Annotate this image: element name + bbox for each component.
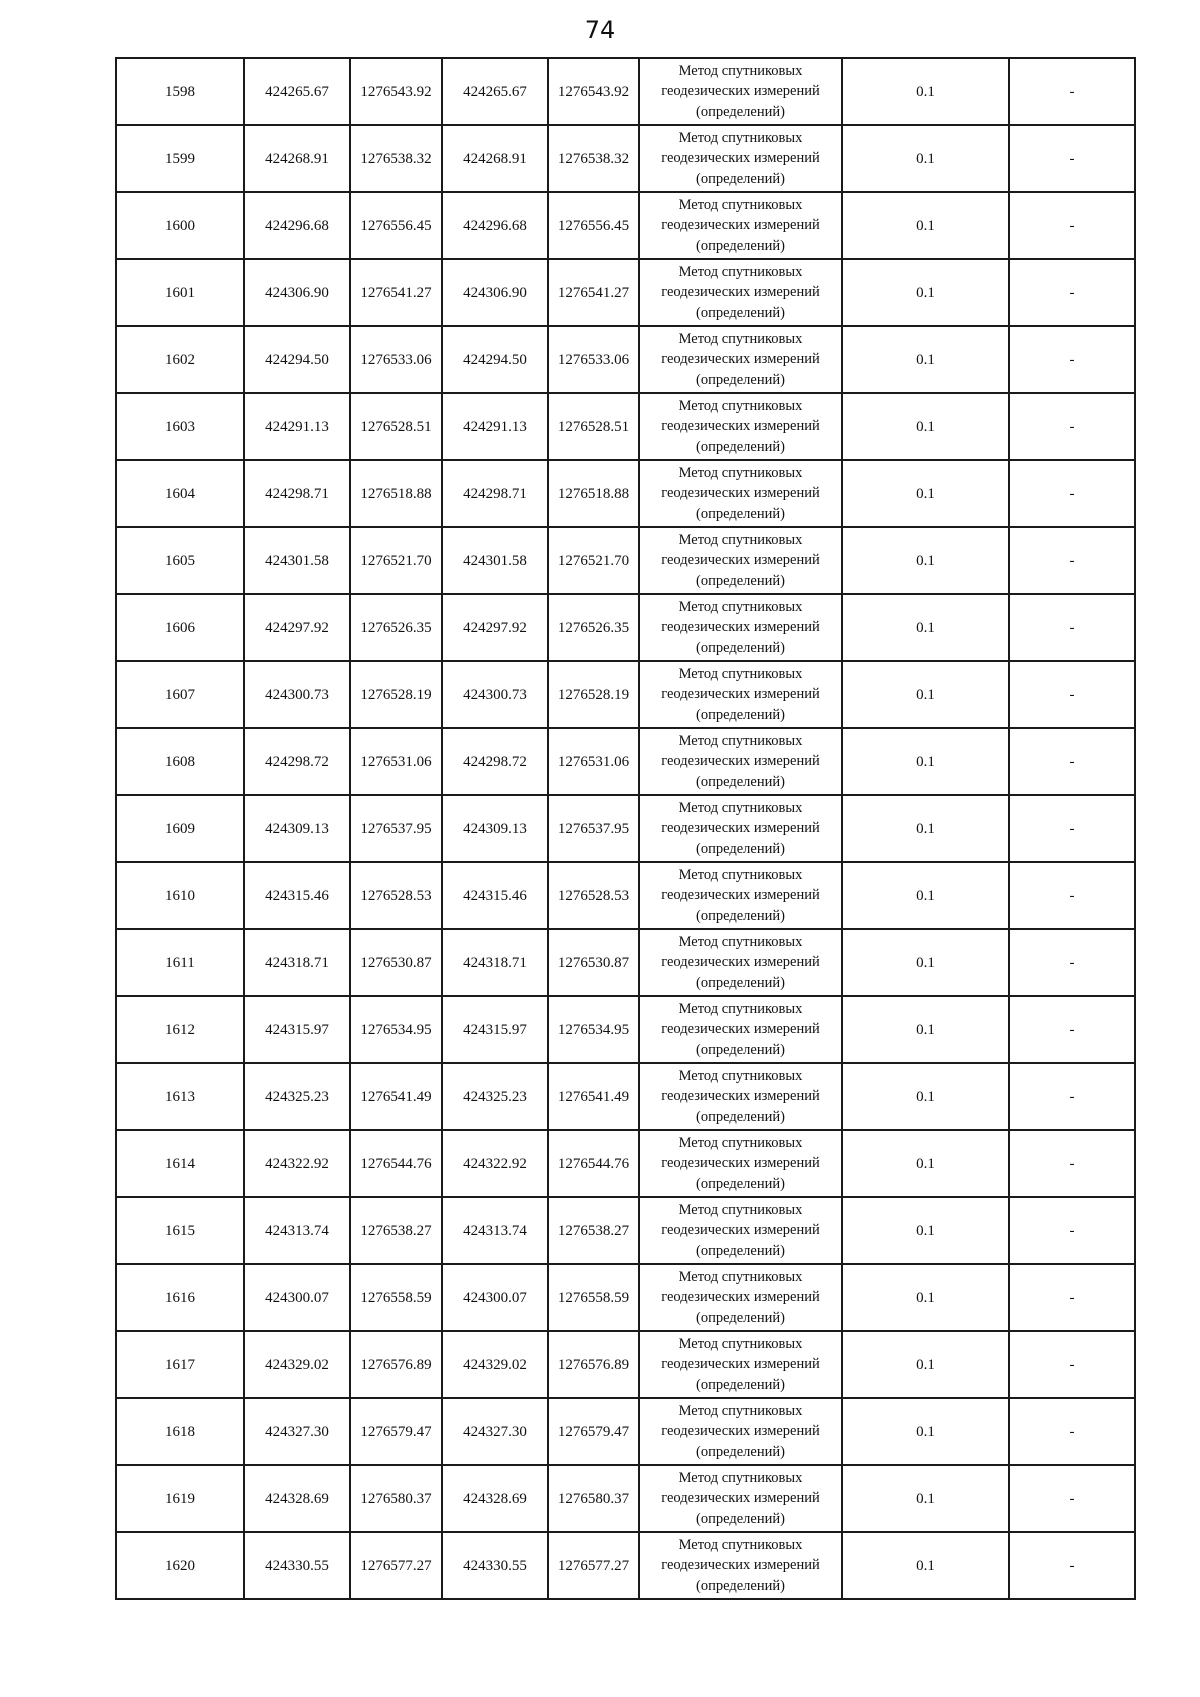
method-line: (определений) — [696, 639, 785, 656]
method-line: геодезических измерений — [661, 284, 820, 301]
method-line: (определений) — [696, 438, 785, 455]
existing-x-cell: 424306.90 — [244, 259, 350, 326]
refined-y-cell: 1276541.27 — [548, 259, 639, 326]
refined-x-cell: 424309.13 — [442, 795, 548, 862]
table-row — [116, 862, 1135, 929]
existing-x-cell: 424265.67 — [244, 58, 350, 125]
method-cell — [639, 1197, 842, 1264]
table-row — [116, 259, 1135, 326]
method-line: геодезических измерений — [661, 1356, 820, 1373]
existing-y-cell: 1276543.92 — [350, 58, 442, 125]
refined-x-cell: 424268.91 — [442, 125, 548, 192]
method-line: геодезических измерений — [661, 954, 820, 971]
accuracy-cell: 0.1 — [842, 1130, 1009, 1197]
refined-x-cell: 424315.46 — [442, 862, 548, 929]
description-cell: - — [1009, 1130, 1135, 1197]
existing-x-cell: 424322.92 — [244, 1130, 350, 1197]
description-cell: - — [1009, 728, 1135, 795]
existing-y-cell: 1276580.37 — [350, 1465, 442, 1532]
point-number-cell: 1611 — [116, 929, 244, 996]
description-cell: - — [1009, 192, 1135, 259]
existing-y-cell: 1276579.47 — [350, 1398, 442, 1465]
description-cell: - — [1009, 326, 1135, 393]
description-cell: - — [1009, 393, 1135, 460]
refined-y-cell: 1276528.51 — [548, 393, 639, 460]
refined-y-cell: 1276544.76 — [548, 1130, 639, 1197]
refined-y-cell: 1276521.70 — [548, 527, 639, 594]
method-line: Метод спутниковых — [678, 129, 803, 146]
description-cell: - — [1009, 1264, 1135, 1331]
accuracy-cell: 0.1 — [842, 996, 1009, 1063]
table-row — [116, 795, 1135, 862]
description-cell: - — [1009, 1063, 1135, 1130]
refined-x-cell: 424328.69 — [442, 1465, 548, 1532]
point-number-cell: 1600 — [116, 192, 244, 259]
method-line: геодезических измерений — [661, 887, 820, 904]
refined-x-cell: 424297.92 — [442, 594, 548, 661]
method-line: геодезических измерений — [661, 1557, 820, 1574]
point-number-cell: 1619 — [116, 1465, 244, 1532]
table-row — [116, 1331, 1135, 1398]
accuracy-cell: 0.1 — [842, 728, 1009, 795]
point-number-cell: 1607 — [116, 661, 244, 728]
existing-x-cell: 424325.23 — [244, 1063, 350, 1130]
existing-x-cell: 424300.73 — [244, 661, 350, 728]
point-number-cell: 1602 — [116, 326, 244, 393]
refined-y-cell: 1276534.95 — [548, 996, 639, 1063]
refined-y-cell: 1276526.35 — [548, 594, 639, 661]
existing-y-cell: 1276537.95 — [350, 795, 442, 862]
refined-x-cell: 424291.13 — [442, 393, 548, 460]
method-line: (определений) — [696, 103, 785, 120]
existing-x-cell: 424313.74 — [244, 1197, 350, 1264]
page-number: 74 — [584, 16, 616, 44]
existing-y-cell: 1276577.27 — [350, 1532, 442, 1599]
table-row — [116, 58, 1135, 125]
table-row — [116, 527, 1135, 594]
existing-y-cell: 1276518.88 — [350, 460, 442, 527]
existing-y-cell: 1276530.87 — [350, 929, 442, 996]
existing-x-cell: 424298.72 — [244, 728, 350, 795]
accuracy-cell: 0.1 — [842, 594, 1009, 661]
method-line: (определений) — [696, 907, 785, 924]
table-row — [116, 326, 1135, 393]
method-line: геодезических измерений — [661, 83, 820, 100]
method-cell — [639, 393, 842, 460]
table-row — [116, 1398, 1135, 1465]
existing-y-cell: 1276534.95 — [350, 996, 442, 1063]
method-line: геодезических измерений — [661, 1289, 820, 1306]
method-cell — [639, 58, 842, 125]
accuracy-cell: 0.1 — [842, 58, 1009, 125]
method-line: геодезических измерений — [661, 485, 820, 502]
existing-y-cell: 1276531.06 — [350, 728, 442, 795]
point-number-cell: 1609 — [116, 795, 244, 862]
coordinates-table — [115, 57, 1136, 1600]
refined-x-cell: 424330.55 — [442, 1532, 548, 1599]
point-number-cell: 1604 — [116, 460, 244, 527]
method-line: Метод спутниковых — [678, 1469, 803, 1486]
table-row — [116, 728, 1135, 795]
method-line: (определений) — [696, 1510, 785, 1527]
point-number-cell: 1620 — [116, 1532, 244, 1599]
method-cell — [639, 1331, 842, 1398]
refined-x-cell: 424300.07 — [442, 1264, 548, 1331]
method-line: геодезических измерений — [661, 1222, 820, 1239]
method-line: (определений) — [696, 371, 785, 388]
method-line: (определений) — [696, 773, 785, 790]
refined-y-cell: 1276531.06 — [548, 728, 639, 795]
refined-y-cell: 1276556.45 — [548, 192, 639, 259]
method-line: Метод спутниковых — [678, 62, 803, 79]
method-cell — [639, 1465, 842, 1532]
existing-y-cell: 1276533.06 — [350, 326, 442, 393]
method-line: геодезических измерений — [661, 820, 820, 837]
existing-y-cell: 1276538.32 — [350, 125, 442, 192]
method-cell — [639, 259, 842, 326]
existing-x-cell: 424315.46 — [244, 862, 350, 929]
method-line: Метод спутниковых — [678, 263, 803, 280]
method-line: (определений) — [696, 1443, 785, 1460]
existing-x-cell: 424309.13 — [244, 795, 350, 862]
method-line: (определений) — [696, 1108, 785, 1125]
existing-y-cell: 1276526.35 — [350, 594, 442, 661]
method-line: Метод спутниковых — [678, 598, 803, 615]
method-line: Метод спутниковых — [678, 866, 803, 883]
refined-y-cell: 1276543.92 — [548, 58, 639, 125]
refined-y-cell: 1276580.37 — [548, 1465, 639, 1532]
point-number-cell: 1603 — [116, 393, 244, 460]
refined-x-cell: 424318.71 — [442, 929, 548, 996]
method-line: геодезических измерений — [661, 418, 820, 435]
description-cell: - — [1009, 1465, 1135, 1532]
refined-x-cell: 424329.02 — [442, 1331, 548, 1398]
point-number-cell: 1612 — [116, 996, 244, 1063]
method-line: геодезических измерений — [661, 150, 820, 167]
point-number-cell: 1601 — [116, 259, 244, 326]
refined-x-cell: 424298.72 — [442, 728, 548, 795]
table-row — [116, 1465, 1135, 1532]
method-line: геодезических измерений — [661, 351, 820, 368]
table-row — [116, 996, 1135, 1063]
description-cell: - — [1009, 58, 1135, 125]
method-cell — [639, 1264, 842, 1331]
existing-y-cell: 1276558.59 — [350, 1264, 442, 1331]
method-cell — [639, 125, 842, 192]
method-line: геодезических измерений — [661, 552, 820, 569]
method-line: Метод спутниковых — [678, 799, 803, 816]
accuracy-cell: 0.1 — [842, 326, 1009, 393]
accuracy-cell: 0.1 — [842, 527, 1009, 594]
existing-y-cell: 1276538.27 — [350, 1197, 442, 1264]
method-line: Метод спутниковых — [678, 1402, 803, 1419]
description-cell: - — [1009, 862, 1135, 929]
point-number-cell: 1616 — [116, 1264, 244, 1331]
method-line: (определений) — [696, 237, 785, 254]
accuracy-cell: 0.1 — [842, 795, 1009, 862]
accuracy-cell: 0.1 — [842, 1197, 1009, 1264]
refined-x-cell: 424296.68 — [442, 192, 548, 259]
method-line: Метод спутниковых — [678, 1000, 803, 1017]
refined-x-cell: 424306.90 — [442, 259, 548, 326]
refined-y-cell: 1276533.06 — [548, 326, 639, 393]
method-cell — [639, 460, 842, 527]
method-cell — [639, 862, 842, 929]
method-line: Метод спутниковых — [678, 1201, 803, 1218]
existing-y-cell: 1276541.27 — [350, 259, 442, 326]
method-cell — [639, 728, 842, 795]
existing-x-cell: 424330.55 — [244, 1532, 350, 1599]
method-line: (определений) — [696, 974, 785, 991]
accuracy-cell: 0.1 — [842, 929, 1009, 996]
refined-y-cell: 1276528.19 — [548, 661, 639, 728]
method-line: Метод спутниковых — [678, 531, 803, 548]
description-cell: - — [1009, 594, 1135, 661]
method-line: Метод спутниковых — [678, 1067, 803, 1084]
existing-x-cell: 424301.58 — [244, 527, 350, 594]
table-row — [116, 1063, 1135, 1130]
existing-x-cell: 424328.69 — [244, 1465, 350, 1532]
existing-x-cell: 424298.71 — [244, 460, 350, 527]
method-line: Метод спутниковых — [678, 1134, 803, 1151]
refined-y-cell: 1276530.87 — [548, 929, 639, 996]
existing-x-cell: 424291.13 — [244, 393, 350, 460]
description-cell: - — [1009, 795, 1135, 862]
method-line: Метод спутниковых — [678, 665, 803, 682]
method-line: Метод спутниковых — [678, 464, 803, 481]
accuracy-cell: 0.1 — [842, 1532, 1009, 1599]
table-row — [116, 1197, 1135, 1264]
method-cell — [639, 1063, 842, 1130]
existing-x-cell: 424329.02 — [244, 1331, 350, 1398]
description-cell: - — [1009, 1197, 1135, 1264]
description-cell: - — [1009, 661, 1135, 728]
method-cell — [639, 527, 842, 594]
method-line: (определений) — [696, 304, 785, 321]
table-row — [116, 460, 1135, 527]
existing-x-cell: 424300.07 — [244, 1264, 350, 1331]
refined-x-cell: 424327.30 — [442, 1398, 548, 1465]
refined-x-cell: 424265.67 — [442, 58, 548, 125]
accuracy-cell: 0.1 — [842, 259, 1009, 326]
method-line: (определений) — [696, 1376, 785, 1393]
accuracy-cell: 0.1 — [842, 1063, 1009, 1130]
method-line: геодезических измерений — [661, 1155, 820, 1172]
existing-x-cell: 424297.92 — [244, 594, 350, 661]
method-line: геодезических измерений — [661, 619, 820, 636]
point-number-cell: 1610 — [116, 862, 244, 929]
method-cell — [639, 1130, 842, 1197]
method-line: (определений) — [696, 170, 785, 187]
point-number-cell: 1618 — [116, 1398, 244, 1465]
description-cell: - — [1009, 1398, 1135, 1465]
method-line: Метод спутниковых — [678, 397, 803, 414]
accuracy-cell: 0.1 — [842, 1331, 1009, 1398]
description-cell: - — [1009, 460, 1135, 527]
table-row — [116, 661, 1135, 728]
method-line: (определений) — [696, 1041, 785, 1058]
method-line: Метод спутниковых — [678, 933, 803, 950]
method-line: геодезических измерений — [661, 753, 820, 770]
description-cell: - — [1009, 1331, 1135, 1398]
method-cell — [639, 1532, 842, 1599]
existing-y-cell: 1276541.49 — [350, 1063, 442, 1130]
method-line: Метод спутниковых — [678, 732, 803, 749]
point-number-cell: 1614 — [116, 1130, 244, 1197]
description-cell: - — [1009, 929, 1135, 996]
method-line: геодезических измерений — [661, 217, 820, 234]
refined-x-cell: 424325.23 — [442, 1063, 548, 1130]
table-body — [116, 58, 1135, 1599]
existing-x-cell: 424327.30 — [244, 1398, 350, 1465]
method-line: Метод спутниковых — [678, 1536, 803, 1553]
refined-y-cell: 1276579.47 — [548, 1398, 639, 1465]
accuracy-cell: 0.1 — [842, 1398, 1009, 1465]
existing-x-cell: 424268.91 — [244, 125, 350, 192]
accuracy-cell: 0.1 — [842, 460, 1009, 527]
refined-y-cell: 1276528.53 — [548, 862, 639, 929]
description-cell: - — [1009, 125, 1135, 192]
method-cell — [639, 929, 842, 996]
method-line: геодезических измерений — [661, 1490, 820, 1507]
table-row — [116, 393, 1135, 460]
method-line: Метод спутниковых — [678, 1335, 803, 1352]
accuracy-cell: 0.1 — [842, 1264, 1009, 1331]
description-cell: - — [1009, 259, 1135, 326]
method-line: геодезических измерений — [661, 686, 820, 703]
table-row — [116, 1532, 1135, 1599]
table-row — [116, 192, 1135, 259]
refined-x-cell: 424315.97 — [442, 996, 548, 1063]
point-number-cell: 1599 — [116, 125, 244, 192]
existing-y-cell: 1276528.51 — [350, 393, 442, 460]
method-cell — [639, 594, 842, 661]
existing-y-cell: 1276528.19 — [350, 661, 442, 728]
existing-x-cell: 424296.68 — [244, 192, 350, 259]
method-line: (определений) — [696, 1175, 785, 1192]
method-line: Метод спутниковых — [678, 330, 803, 347]
existing-x-cell: 424294.50 — [244, 326, 350, 393]
existing-y-cell: 1276556.45 — [350, 192, 442, 259]
accuracy-cell: 0.1 — [842, 1465, 1009, 1532]
point-number-cell: 1608 — [116, 728, 244, 795]
table-row — [116, 929, 1135, 996]
point-number-cell: 1615 — [116, 1197, 244, 1264]
method-line: (определений) — [696, 1242, 785, 1259]
refined-y-cell: 1276558.59 — [548, 1264, 639, 1331]
method-line: геодезических измерений — [661, 1423, 820, 1440]
accuracy-cell: 0.1 — [842, 862, 1009, 929]
refined-y-cell: 1276541.49 — [548, 1063, 639, 1130]
existing-y-cell: 1276544.76 — [350, 1130, 442, 1197]
accuracy-cell: 0.1 — [842, 393, 1009, 460]
existing-x-cell: 424318.71 — [244, 929, 350, 996]
refined-x-cell: 424313.74 — [442, 1197, 548, 1264]
refined-y-cell: 1276537.95 — [548, 795, 639, 862]
method-cell — [639, 192, 842, 259]
method-cell — [639, 1398, 842, 1465]
method-cell — [639, 996, 842, 1063]
refined-x-cell: 424298.71 — [442, 460, 548, 527]
method-line: геодезических измерений — [661, 1021, 820, 1038]
refined-x-cell: 424301.58 — [442, 527, 548, 594]
method-line: (определений) — [696, 1309, 785, 1326]
refined-x-cell: 424300.73 — [442, 661, 548, 728]
description-cell: - — [1009, 1532, 1135, 1599]
table-row — [116, 594, 1135, 661]
accuracy-cell: 0.1 — [842, 125, 1009, 192]
method-cell — [639, 661, 842, 728]
method-cell — [639, 795, 842, 862]
refined-y-cell: 1276577.27 — [548, 1532, 639, 1599]
existing-x-cell: 424315.97 — [244, 996, 350, 1063]
method-line: (определений) — [696, 572, 785, 589]
point-number-cell: 1605 — [116, 527, 244, 594]
point-number-cell: 1613 — [116, 1063, 244, 1130]
accuracy-cell: 0.1 — [842, 192, 1009, 259]
existing-y-cell: 1276528.53 — [350, 862, 442, 929]
method-cell — [639, 326, 842, 393]
method-line: (определений) — [696, 706, 785, 723]
method-line: Метод спутниковых — [678, 196, 803, 213]
point-number-cell: 1606 — [116, 594, 244, 661]
refined-x-cell: 424294.50 — [442, 326, 548, 393]
table-row — [116, 125, 1135, 192]
point-number-cell: 1598 — [116, 58, 244, 125]
refined-y-cell: 1276538.27 — [548, 1197, 639, 1264]
point-number-cell: 1617 — [116, 1331, 244, 1398]
existing-y-cell: 1276521.70 — [350, 527, 442, 594]
method-line: Метод спутниковых — [678, 1268, 803, 1285]
refined-x-cell: 424322.92 — [442, 1130, 548, 1197]
method-line: геодезических измерений — [661, 1088, 820, 1105]
refined-y-cell: 1276538.32 — [548, 125, 639, 192]
description-cell: - — [1009, 996, 1135, 1063]
existing-y-cell: 1276576.89 — [350, 1331, 442, 1398]
table-row — [116, 1130, 1135, 1197]
accuracy-cell: 0.1 — [842, 661, 1009, 728]
method-line: (определений) — [696, 505, 785, 522]
description-cell: - — [1009, 527, 1135, 594]
refined-y-cell: 1276576.89 — [548, 1331, 639, 1398]
refined-y-cell: 1276518.88 — [548, 460, 639, 527]
method-line: (определений) — [696, 840, 785, 857]
method-line: (определений) — [696, 1577, 785, 1594]
table-row — [116, 1264, 1135, 1331]
